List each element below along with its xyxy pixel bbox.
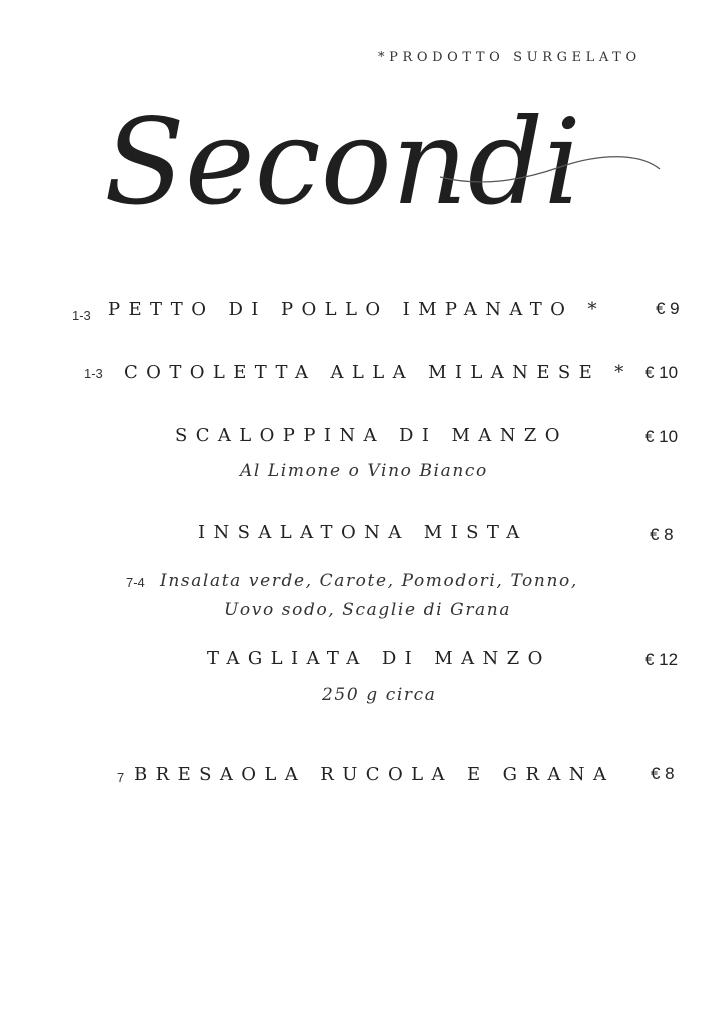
menu-item-name: INSALATONA MISTA: [198, 522, 528, 543]
menu-title-text: Secondi: [104, 95, 582, 231]
menu-title: [100, 95, 670, 245]
menu-item-price: € 8: [650, 525, 674, 544]
allergen-code: 1-3: [84, 366, 103, 381]
menu-item-name: COTOLETTA ALLA MILANESE *: [124, 362, 632, 383]
menu-item-description: 250 g circa: [322, 685, 437, 705]
allergen-code: 1-3: [72, 308, 91, 323]
menu-item-description: Al Limone o Vino Bianco: [240, 461, 488, 481]
menu-item-price: € 8: [651, 764, 675, 783]
menu-item-name: BRESAOLA RUCOLA E GRANA: [134, 764, 615, 785]
allergen-code: 7: [117, 770, 125, 785]
frozen-product-note: *PRODOTTO SURGELATO: [378, 50, 641, 65]
menu-item-name: PETTO DI POLLO IMPANATO *: [108, 299, 605, 320]
menu-item-price: € 10: [645, 363, 679, 382]
menu-item-description: Uovo sodo, Scaglie di Grana: [224, 600, 512, 620]
menu-item-price: € 10: [645, 427, 679, 446]
menu-item-price: € 12: [645, 650, 679, 669]
menu-item-price: € 9: [656, 299, 680, 318]
menu-item-description: Insalata verde, Carote, Pomodori, Tonno,: [160, 571, 578, 591]
menu-item-name: TAGLIATA DI MANZO: [207, 648, 551, 669]
menu-item-name: SCALOPPINA DI MANZO: [175, 425, 568, 446]
allergen-code: 7-4: [126, 575, 145, 590]
